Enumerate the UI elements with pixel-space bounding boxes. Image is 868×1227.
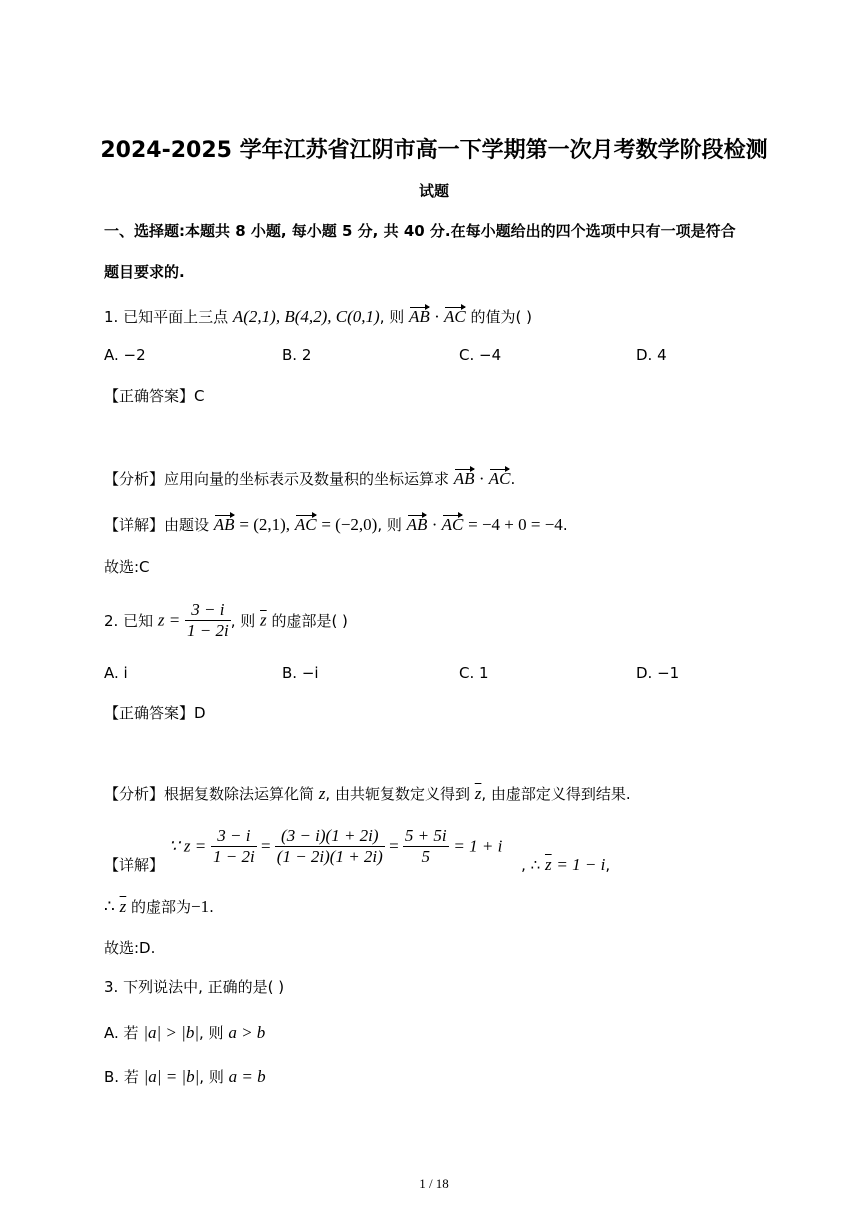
- question-2-option-a: A. i: [104, 664, 128, 682]
- option-result: a = b: [228, 1067, 266, 1086]
- z-conjugate: $\overline{z}$: [474, 784, 482, 803]
- page-subtitle: 试题: [418, 182, 449, 200]
- z-conjugate: $\overline{z}$: [119, 897, 127, 916]
- question-2: [104, 600, 348, 641]
- vector-ab: AB: [213, 515, 235, 534]
- question-2-prefix: 2. 已知: [104, 612, 154, 630]
- vector-ab: AB: [453, 469, 475, 488]
- question-3-option-a: [104, 1022, 265, 1043]
- therefore-end: .: [209, 898, 214, 916]
- fraction-numerator: 3 − i: [185, 600, 231, 621]
- fraction-denominator: 5: [421, 847, 431, 866]
- vector-ab: AB: [409, 307, 430, 326]
- therefore-symbol: ∴: [104, 897, 115, 916]
- therefore-text: 的虚部为: [131, 898, 192, 916]
- question-2-detail: 【详解】 ∵ z = $\frac{3 - i}{1 - 2i}$ = $\frac{(3 - i)(1 + 2i)}{(1 - 2i)(1 + 2i)}$ = $\frac{5 + 5i}{5}$ = 1 + i , ∴ $\overline{z} = 1 - i$,: [104, 826, 611, 874]
- z-symbol: z: [318, 784, 326, 803]
- question-1: 1. 已知平面上三点 A(2,1), B(4,2), C(0,1), 则 AB · AC 的值为( ): [104, 307, 532, 326]
- z-conjugate: $\overline{z}$: [260, 610, 267, 630]
- question-1-answer: 【正确答案】C: [104, 387, 205, 405]
- option-condition: |a| = |b|: [143, 1067, 200, 1086]
- z-conjugate: $\overline{z}$: [544, 854, 552, 874]
- fraction-denominator: 1 − 2i: [212, 847, 255, 866]
- option-mid: , 则: [199, 1068, 224, 1086]
- fraction-denominator: 1 − 2i: [187, 621, 229, 640]
- analysis-end: .: [510, 470, 516, 488]
- option-condition: |a| > |b|: [143, 1023, 199, 1042]
- detail-result: = −4 + 0 = −4: [468, 515, 563, 534]
- section-heading-cont: 题目要求的.: [104, 263, 185, 281]
- therefore-value: −1: [191, 897, 210, 916]
- question-2-option-d: D. −1: [636, 664, 680, 682]
- detail-sep: , ∴: [521, 855, 541, 874]
- question-1-suffix: 的值为( ): [470, 308, 532, 326]
- detail-ab-value: = (2,1),: [239, 515, 291, 534]
- detail-lhs: ∵ z =: [168, 836, 207, 856]
- question-1-choice: 故选:C: [104, 558, 150, 576]
- section-heading: 一、选择题:本题共 8 小题, 每小题 5 分, 共 40 分.在每小题给出的四个选项中只有一项是符合: [104, 222, 736, 240]
- detail-fraction-1: [211, 826, 257, 867]
- question-1-option-b: B. 2: [282, 346, 312, 364]
- question-1-analysis: 【分析】应用向量的坐标表示及数量积的坐标运算求 AB · AC.: [104, 469, 516, 488]
- question-1-option-a: A. −2: [104, 346, 146, 364]
- question-2-analysis: [104, 783, 631, 804]
- analysis-mid: , 由共轭复数定义得到: [325, 785, 470, 803]
- detail-end: .: [562, 516, 568, 534]
- question-1-option-d: D. 4: [636, 346, 667, 364]
- vector-ac: AC: [488, 469, 511, 488]
- question-2-z: z =: [157, 610, 181, 630]
- detail-tail: = 1 − i: [556, 854, 606, 874]
- vector-ab: AB: [406, 515, 428, 534]
- detail-fraction-3: [403, 826, 449, 867]
- vector-ac: AC: [294, 515, 317, 534]
- detail-fraction-2: [275, 826, 385, 867]
- question-1-detail: 【详解】由题设 AB = (2,1), AC = (−2,0), 则 AB · AC = −4 + 0 = −4.: [104, 515, 568, 534]
- question-2-therefore: [104, 896, 214, 917]
- question-1-points: A(2,1), B(4,2), C(0,1): [232, 307, 380, 326]
- option-label: B. 若: [104, 1068, 139, 1086]
- question-2-fraction: [185, 600, 231, 641]
- vector-ac: AC: [443, 307, 466, 326]
- question-2-mid: , 则: [230, 612, 256, 630]
- option-label: A. 若: [104, 1024, 139, 1042]
- fraction-denominator: (1 − 2i)(1 + 2i): [276, 847, 383, 866]
- page-number: 1 / 18: [419, 1176, 449, 1191]
- detail-ac-value: = (−2,0): [321, 515, 378, 534]
- detail-label: 【详解】: [104, 856, 165, 874]
- fraction-numerator: 5 + 5i: [404, 826, 447, 845]
- question-2-answer: 【正确答案】D: [104, 704, 206, 722]
- fraction-numerator: 3 − i: [211, 826, 257, 847]
- detail-label: 【详解】由题设: [104, 516, 210, 534]
- detail-mid: , 则: [377, 516, 402, 534]
- question-3: 3. 下列说法中, 正确的是( ): [104, 978, 285, 996]
- option-mid: , 则: [199, 1024, 224, 1042]
- detail-rhs: = 1 + i: [453, 836, 503, 856]
- question-2-option-b: B. −i: [282, 664, 319, 682]
- page-title: 2024-2025 学年江苏省江阴市高一下学期第一次月考数学阶段检测: [100, 138, 768, 163]
- detail-tail-end: ,: [605, 855, 611, 874]
- question-3-option-b: [104, 1066, 266, 1087]
- analysis-end: , 由虚部定义得到结果.: [481, 785, 631, 803]
- option-result: a > b: [228, 1023, 266, 1042]
- question-1-option-c: C. −4: [459, 346, 502, 364]
- fraction-numerator: (3 − i)(1 + 2i): [275, 826, 385, 847]
- question-2-option-c: C. 1: [459, 664, 489, 682]
- analysis-text: 【分析】应用向量的坐标表示及数量积的坐标运算求: [104, 470, 450, 488]
- question-2-choice: 故选:D.: [104, 939, 156, 957]
- vector-ac: AC: [441, 515, 464, 534]
- question-1-mid: , 则: [379, 308, 405, 326]
- question-2-suffix: 的虚部是( ): [271, 612, 348, 630]
- question-1-prefix: 1. 已知平面上三点: [104, 308, 229, 326]
- analysis-text: 【分析】根据复数除法运算化简: [104, 785, 315, 803]
